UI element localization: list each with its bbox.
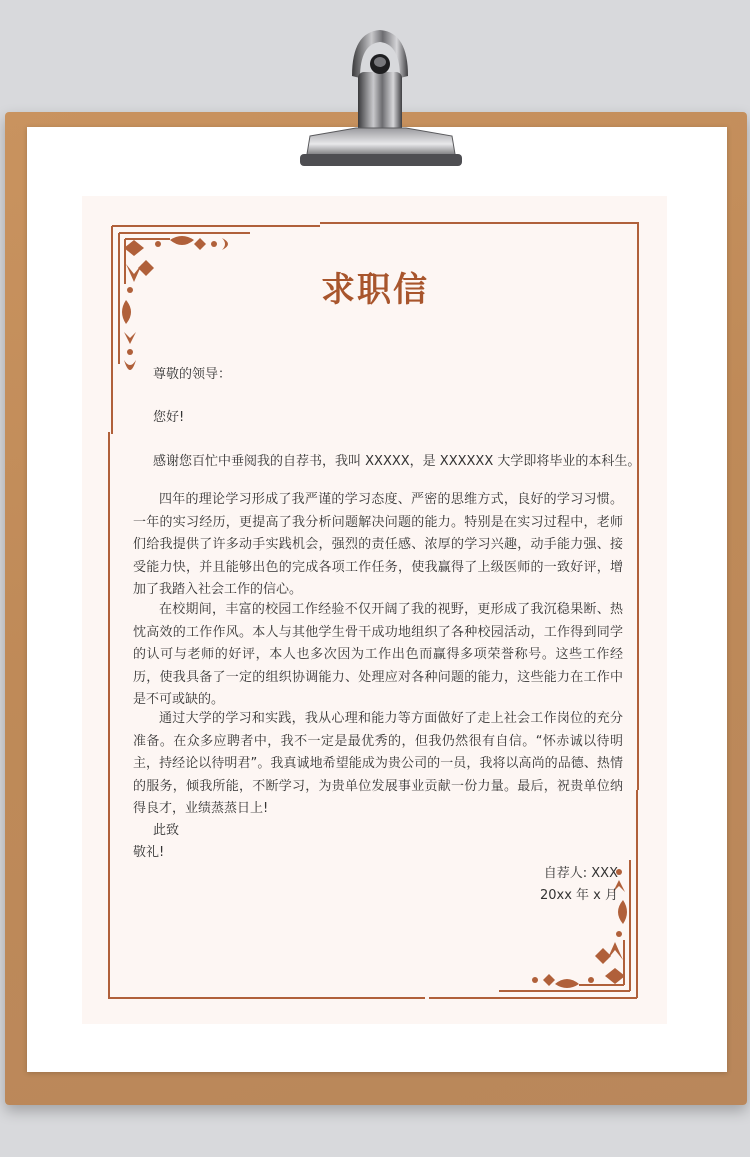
intro-line: 感谢您百忙中垂阅我的自荐书，我叫 XXXXX，是 XXXXXX 大学即将毕业的本科生。 [153,454,641,469]
closing-jing-li: 敬礼! [133,845,165,860]
greeting: 您好! [153,410,185,425]
binder-clip-icon [296,26,466,172]
signature: 自荐人: XXX [543,866,618,881]
date: 20xx 年 x 月 [539,888,618,903]
letter-title: 求职信 [321,270,429,310]
closing-ci-zhi: 此致 [153,823,180,838]
paragraph-study: 四年的理论学习形成了我严谨的学习态度、严密的思维方式，良好的学习习惯。一年的实习经历，更提高了我分析问题解决问题的能力。特别是在实习过程中，老师们给我提供了许多动手实践机会，强烈的责任感、浓厚的学习兴趣，动手能力强、接受能力快，并且能够出色的完成各项工作任务，使我赢得了上级医师的一致好评，增加了我踏入社会工作的信心。 [133,492,623,597]
salutation: 尊敬的领导： [153,367,232,382]
paragraph-campus: 在校期间，丰富的校园工作经验不仅开阔了我的视野，更形成了我沉稳果断、热忱高效的工作作风。本人与其他学生骨干成功地组织了各种校园活动，工作得到同学的认可与老师的好评，本人也多次因为工作出色而赢得多项荣誉称号。这些工作经历，使我具备了一定的组织协调能力、处理应对各种问题的能力，这些能力在工作中是不可或缺的。 [133,602,623,707]
paragraph-closing: 通过大学的学习和实践，我从心理和能力等方面做好了走上社会工作岗位的充分准备。在众多应聘者中，我不一定是最优秀的，但我仍然很有自信。“怀赤诚以待明主，持经论以待明君”。我真诚地希望能成为贵公司的一员，我将以高尚的品德、热情的服务，倾我所能，不断学习，为贵单位发展事业贡献一份力量。最后，祝贵单位纳得良才，业绩蒸蒸日上! [133,711,623,816]
floral-corner-ornament-icon [110,224,322,436]
